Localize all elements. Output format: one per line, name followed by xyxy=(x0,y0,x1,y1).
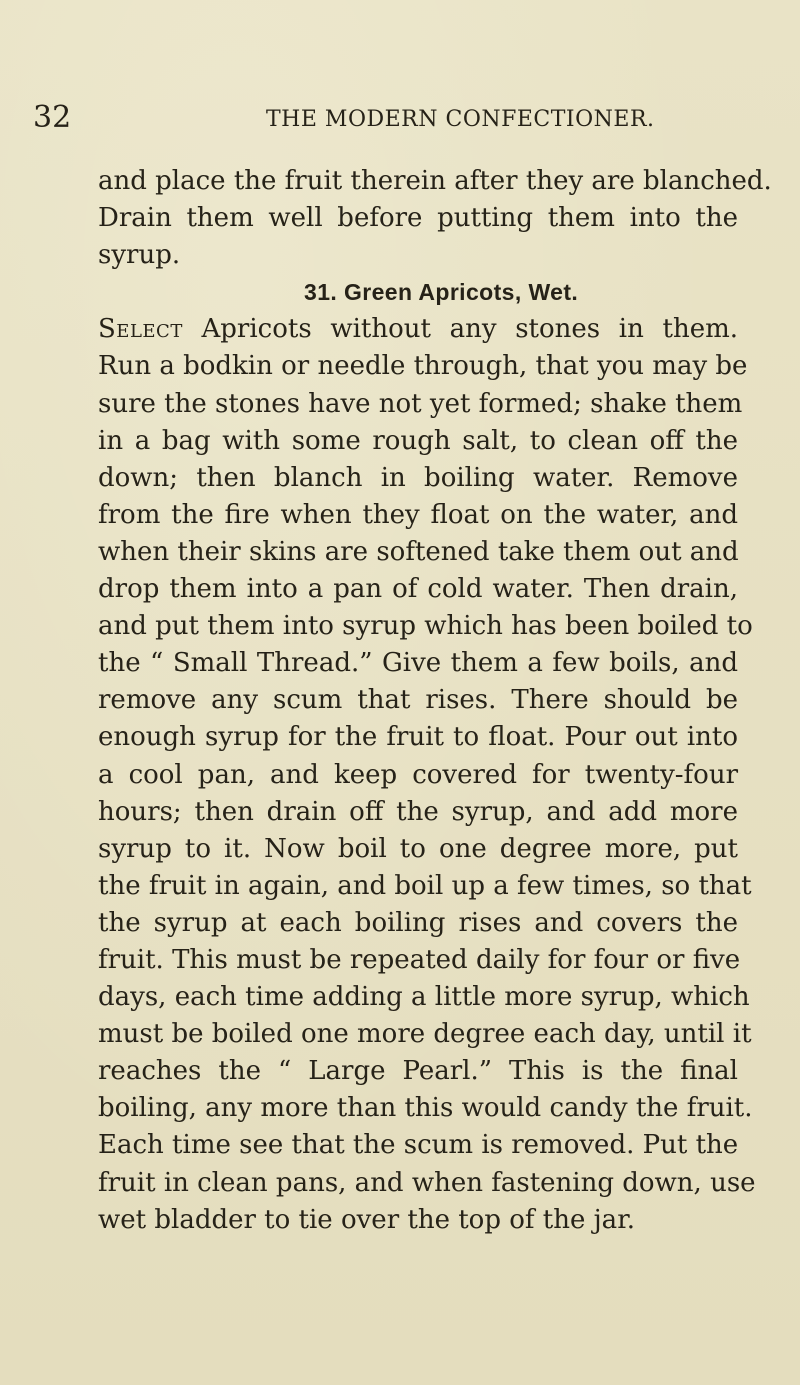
text-line: from the fire when they float on the water, and xyxy=(98,499,738,530)
text-line: boiling, any more than this would candy the fruit. xyxy=(98,1093,753,1124)
text-line: Each time see that the scum is removed. Put the xyxy=(98,1130,739,1161)
text-line: syrup. xyxy=(98,240,181,271)
text-line: a cool pan, and keep covered for twenty-four xyxy=(98,759,738,790)
text-line: and place the fruit therein after they are blanched. xyxy=(98,166,772,196)
text-line xyxy=(98,311,738,348)
running-title: THE MODERN CONFECTIONER. xyxy=(266,107,655,132)
text-line: in a bag with some rough salt, to clean off the xyxy=(98,425,738,456)
text-line: hours; then drain off the syrup, and add more xyxy=(98,796,738,827)
recipe-first-word: Select xyxy=(98,314,183,345)
text-line: Drain them well before putting them into the xyxy=(98,203,738,234)
page-number: 32 xyxy=(33,100,72,135)
text-line: the fruit in again, and boil up a few times, so that xyxy=(98,870,752,901)
text-line: enough syrup for the fruit to float. Pour out into xyxy=(98,722,738,753)
text-line: down; then blanch in boiling water. Remove xyxy=(98,462,738,493)
text-line: the “ Small Thread.” Give them a few boils, and xyxy=(98,648,738,679)
text-line-content: Apricots without any stones in them. xyxy=(201,314,738,345)
text-line: when their skins are softened take them out and xyxy=(98,536,739,567)
text-line: wet bladder to tie over the top of the jar. xyxy=(98,1204,636,1235)
text-line: sure the stones have not yet formed; shake them xyxy=(98,388,743,419)
text-line: remove any scum that rises. There should be xyxy=(98,685,738,716)
text-line: drop them into a pan of cold water. Then drain, xyxy=(98,574,738,605)
text-line: syrup to it. Now boil to one degree more, put xyxy=(98,833,738,864)
text-line: reaches the “ Large Pearl.” This is the final xyxy=(98,1056,738,1087)
text-line: the syrup at each boiling rises and covers the xyxy=(98,907,738,938)
page-text xyxy=(98,163,772,1239)
running-head xyxy=(33,100,713,140)
text-line: fruit in clean pans, and when fastening down, use xyxy=(98,1167,756,1198)
text-line: fruit. This must be repeated daily for four or five xyxy=(98,944,741,975)
text-line: days, each time adding a little more syrup, which xyxy=(98,982,750,1013)
recipe-heading: 31. Green Apricots, Wet. xyxy=(304,279,579,306)
text-line: Run a bodkin or needle through, that you may be xyxy=(98,351,748,382)
text-line: must be boiled one more degree each day, until it xyxy=(98,1019,752,1050)
text-line: and put them into syrup which has been boiled to xyxy=(98,611,753,642)
